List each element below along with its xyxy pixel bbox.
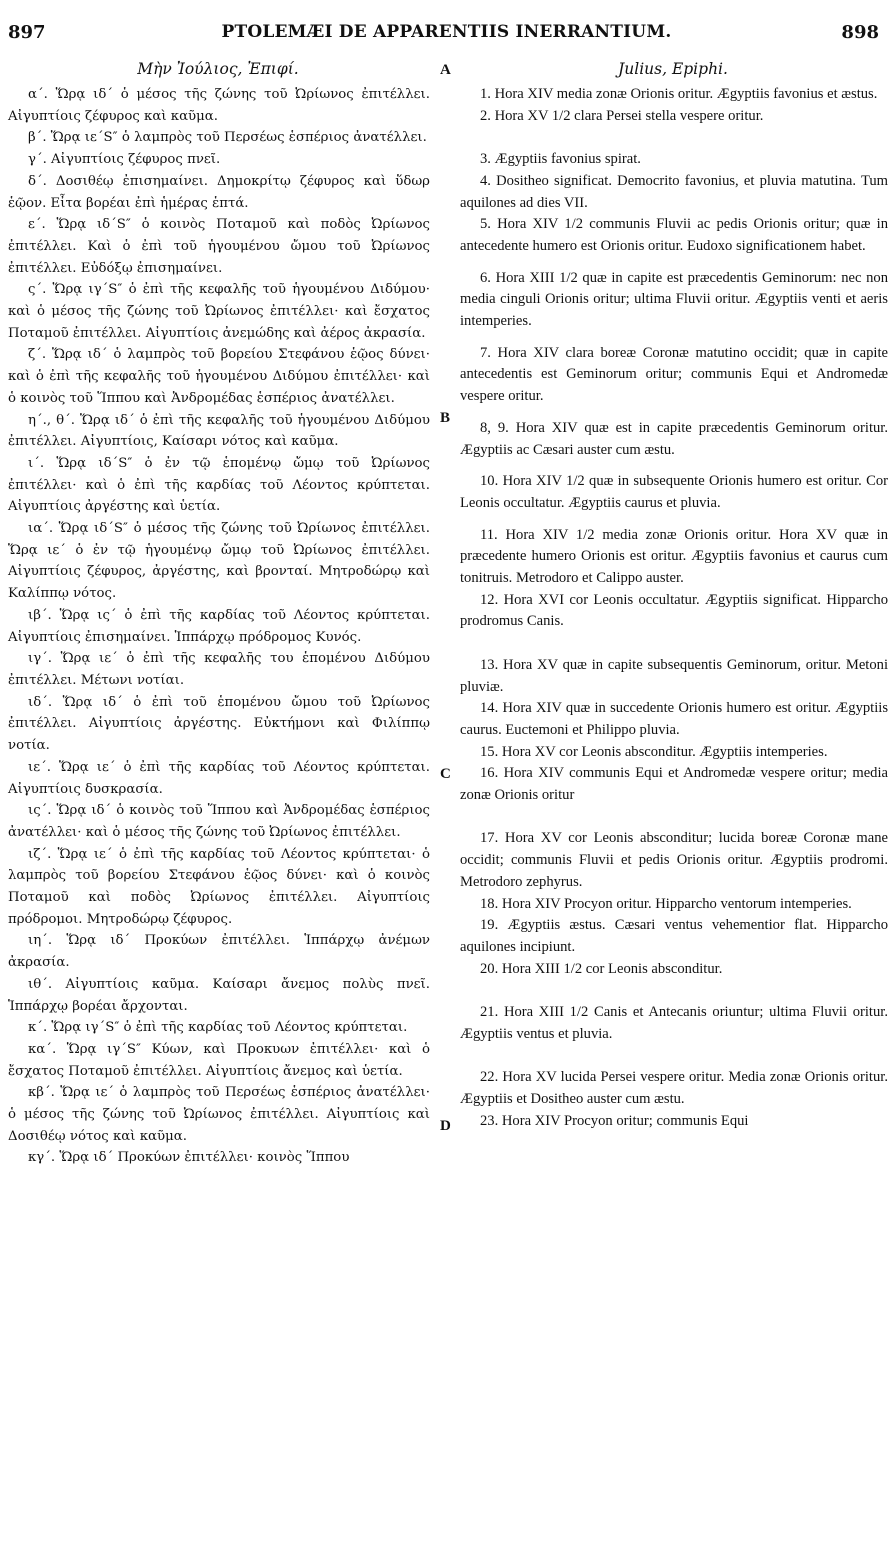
greek-entry: δ΄. Δοσιθέῳ ἐπισημαίνει. Δημοκρίτῳ ζέφυρος καὶ ὕδωρ ἑῷον. Εἶτα βορέαι ἐπὶ ἡμέρας ἑπτά. bbox=[8, 173, 430, 211]
greek-entry: ιβ΄. Ὥρᾳ ις΄ ὁ ἐπὶ τῆς καρδίας τοῦ Λέοντος κρύπτεται. Αἰγυπτίοις ἐπισημαίνει. Ἱππάρχῳ πρόδρομος Κυνός. bbox=[8, 607, 430, 645]
latin-column bbox=[460, 84, 888, 1132]
greek-entry: ζ΄. Ὥρᾳ ιδ΄ ὁ λαμπρὸς τοῦ βορείου Στεφάνου ἑῷος δύνει· καὶ ὁ ἐπὶ τῆς κεφαλῆς τοῦ ἡγουμένου Διδύμου ἐπιτέλλει· καὶ ὁ κοινὸς τοῦ Ἵππου καὶ Ἀνδρομέδας ἑσπέριος ἀνατέλλει. bbox=[8, 347, 430, 406]
running-title: PTOLEMÆI DE APPARENTIIS INERRANTIUM. bbox=[221, 22, 672, 42]
running-header bbox=[0, 22, 893, 46]
latin-entry: 2. Hora XV 1/2 clara Persei stella vespere oritur. bbox=[480, 107, 764, 124]
latin-entry: 19. Ægyptiis æstus. Cæsari ventus vehementior flat. Hipparcho aquilones incipiunt. bbox=[460, 917, 888, 955]
margin-marker-d: D bbox=[440, 1118, 451, 1134]
latin-entry: 1. Hora XIV media zonæ Orionis oritur. Ægyptiis favonius et æstus. bbox=[480, 86, 878, 102]
latin-entry: 14. Hora XIV quæ in succedente Orionis humero est oritur. Ægyptiis caurus. Euctemoni et Philippo pluvia. bbox=[460, 700, 888, 738]
greek-entry: η΄., θ΄. Ὥρᾳ ιδ΄ ὁ ἐπὶ τῆς κεφαλῆς τοῦ ἡγουμένου Διδύμου ἐπιτέλλει. Αἰγυπτίοις, Καίσαρι νότος καὶ καῦμα. bbox=[8, 412, 430, 450]
greek-entry: β΄. Ὥρᾳ ιε΄S″ ὁ λαμπρὸς τοῦ Περσέως ἑσπέριος ἀνατέλλει. bbox=[28, 130, 427, 146]
latin-entry: 15. Hora XV cor Leonis absconditur. Ægyptiis intemperies. bbox=[480, 743, 828, 760]
greek-entry: ι΄. Ὥρᾳ ιδ΄S″ ὁ ἐν τῷ ἑπομένῳ ὤμῳ τοῦ Ὠρίωνος ἐπιτέλλει· καὶ ὁ ἐπὶ τῆς καρδίας τοῦ Λέοντος κρύπτεται. Αἰγυπτίοις ἀργέστης καὶ ὑετία. bbox=[8, 455, 430, 515]
latin-entry: 11. Hora XIV 1/2 media zonæ Orionis oritur. Hora XV quæ in præcedente humero Orionis est oritur. Ægyptiis favonius et caurus cum tonitruis. Metrodoro et Calippo auster. bbox=[460, 526, 888, 587]
latin-entry: 8, 9. Hora XIV quæ est in capite præcedentis Geminorum oritur. Ægyptiis ac Cæsari auster cum æstu. bbox=[460, 419, 888, 458]
greek-entry: κα΄. Ὥρᾳ ιγ΄S″ Κύων, καὶ Προκυων ἐπιτέλλει· καὶ ὁ ἔσχατος Ποταμοῦ ἐπιτέλλει. Αἰγυπτίοις ἄνεμος καὶ ὑετία. bbox=[8, 1041, 430, 1079]
greek-entry: ε΄. Ὥρᾳ ιδ΄S″ ὁ κοινὸς Ποταμοῦ καὶ ποδὸς Ὠρίωνος ἐπιτέλλει. Καὶ ὁ ἐπὶ τοῦ ἡγουμένου ὤμου τοῦ Ὠρίωνος ἐπιτέλλει. Εὐδόξῳ ἐπισημαίνει. bbox=[8, 217, 430, 276]
latin-entry: 5. Hora XIV 1/2 communis Fluvii ac pedis Orionis oritur; quæ in antecedente humero est Orionis oritur. Eudoxo significationem habet. bbox=[460, 216, 888, 254]
greek-entry: ιζ΄. Ὥρᾳ ιε΄ ὁ ἐπὶ τῆς καρδίας τοῦ Λέοντος κρύπτεται· ὁ λαμπρὸς τοῦ βορείου Στεφάνου ἑῷος δύνει· καὶ ὁ κοινὸς Ποταμοῦ καὶ ποδὸς Ὠρίωνος ἐπιτέλλει. Αἰγυπτίοις πρόδρομοι. Μητροδώρῳ ζέφυρος. bbox=[8, 846, 430, 927]
greek-entry: γ΄. Αἰγυπτίοις ζέφυρος πνεῖ. bbox=[28, 152, 221, 168]
latin-entry: 20. Hora XIII 1/2 cor Leonis absconditur. bbox=[480, 960, 723, 977]
greek-entry: ις΄. Ὥρᾳ ιδ΄ ὁ κοινὸς τοῦ Ἵππου καὶ Ἀνδρομέδας ἑσπέριος ἀνατέλλει· καὶ ὁ μέσος τῆς ζώνης τοῦ Ὠρίωνος ἐπιτέλλει. bbox=[8, 803, 430, 840]
greek-entry: ιδ΄. Ὥρᾳ ιδ΄ ὁ ἐπὶ τοῦ ἑπομένου ὤμου τοῦ Ὠρίωνος ἐπιτέλλει. Αἰγυπτίοις ἀργέστης. Εὐκτήμονι καὶ Φιλίππῳ νοτία. bbox=[8, 694, 430, 754]
margin-marker-c: C bbox=[440, 766, 451, 782]
page-number-left: 897 bbox=[8, 22, 46, 43]
margin-marker-b: B bbox=[440, 410, 451, 426]
latin-entry: 23. Hora XIV Procyon oritur; communis Equi bbox=[480, 1112, 749, 1129]
latin-entry: 16. Hora XIV communis Equi et Andromedæ vespere oritur; media zonæ Orionis oritur bbox=[460, 765, 888, 804]
greek-entry: α΄. Ὥρᾳ ιδ΄ ὁ μέσος τῆς ζώνης τοῦ Ὠρίωνος ἐπιτέλλει. Αἰγυπτίοις ζέφυρος καὶ καῦμα. bbox=[8, 87, 430, 124]
latin-entry: 10. Hora XIV 1/2 quæ in subsequente Orionis humero est oritur. Cor Leonis occultatur. Ægyptiis caurus et pluvia. bbox=[460, 473, 888, 511]
greek-entry: ια΄. Ὥρᾳ ιδ΄S″ ὁ μέσος τῆς ζώνης τοῦ Ὠρίωνος ἐπιτέλλει. Ὥρᾳ ιε΄ ὁ ἐν τῷ ἡγουμένῳ ὤμῳ τοῦ Ὠρίωνος ἐπιτέλλει. Αἰγυπτίοις ζέφυρος, ἀργέστης, καὶ βρονταί. Μητροδώρῳ καὶ Καλίππῳ νότος. bbox=[8, 521, 430, 602]
greek-entry: ιε΄. Ὥρᾳ ιε΄ ὁ ἐπὶ τῆς καρδίας τοῦ Λέοντος κρύπτεται. Αἰγυπτίοις δυσκρασία. bbox=[8, 759, 430, 797]
margin-marker-a: A bbox=[440, 62, 451, 78]
latin-column-title: Julius, Epiphi. bbox=[618, 60, 728, 78]
greek-column bbox=[8, 84, 430, 1169]
greek-entry: κ΄. Ὥρᾳ ιγ΄S″ ὁ ἐπὶ τῆς καρδίας τοῦ Λέοντος κρύπτεται. bbox=[28, 1020, 408, 1036]
latin-entry: 12. Hora XVI cor Leonis occultatur. Ægyptiis significat. Hipparcho prodromus Canis. bbox=[460, 591, 888, 630]
greek-entry: ιη΄. Ὥρᾳ ιδ΄ Προκύων ἐπιτέλλει. Ἱππάρχῳ ἀνέμων ἀκρασία. bbox=[8, 933, 430, 971]
greek-entry: ς΄. Ὥρᾳ ιγ΄S″ ὁ ἐπὶ τῆς κεφαλῆς τοῦ ἡγουμένου Διδύμου· καὶ ὁ μέσος τῆς ζώνης τοῦ Ὠρίωνος ἐπιτέλλει· καὶ ἔσχατος Ποταμοῦ ἐπιτέλλει. Αἰγυπτίοις ἀνεμώδης καὶ ἀέρος ἀκρασία. bbox=[8, 282, 430, 341]
latin-entry: 22. Hora XV lucida Persei vespere oritur. Media zonæ Orionis oritur. Ægyptiis et Dositheo auster cum æstu. bbox=[460, 1069, 888, 1107]
latin-entry: 7. Hora XIV clara boreæ Coronæ matutino occidit; quæ in capite antecedentis est Geminorum oritur; communis Equi et Andromedæ vespere oritur. bbox=[460, 344, 888, 405]
page-number-right: 898 bbox=[841, 22, 879, 43]
latin-entry: 13. Hora XV quæ in capite subsequentis Geminorum, oritur. Metoni pluviæ. bbox=[460, 656, 888, 695]
greek-entry: ιθ΄. Αἰγυπτίοις καῦμα. Καίσαρι ἄνεμος πολὺς πνεῖ. Ἱππάρχῳ βορέαι ἄρχονται. bbox=[8, 976, 430, 1014]
latin-entry: 17. Hora XV cor Leonis absconditur; lucida boreæ Coronæ mane occidit; communis Fluvii et pedis Orionis oritur. Ægyptiis prodromi. Metrodoro zephyrus. bbox=[460, 830, 888, 890]
latin-entry: 4. Dositheo significat. Democrito favonius, et pluvia matutina. Tum aquilones ad dies VII. bbox=[460, 172, 888, 211]
greek-entry: ιγ΄. Ὥρᾳ ιε΄ ὁ ἐπὶ τῆς κεφαλῆς του ἑπομένου Διδύμου ἐπιτέλλει. Μέτωνι νοτίαι. bbox=[8, 651, 430, 688]
latin-entry: 6. Hora XIII 1/2 quæ in capite est præcedentis Geminorum: nec non media cinguli Orionis oritur; ultima Fluvii oritur. Ægyptiis venti et aeris intemperies. bbox=[460, 269, 888, 330]
greek-entry: κβ΄. Ὥρᾳ ιε΄ ὁ λαμπρὸς τοῦ Περσέως ἑσπέριος ἀνατέλλει· ὁ μέσος τῆς ζώνης τοῦ Ὠρίωνος ἐπιτέλλει. Αἰγυπτίοις καὶ Δοσιθέῳ νότος καὶ καῦμα. bbox=[8, 1085, 430, 1144]
greek-entry: κγ΄. Ὥρᾳ ιδ΄ Προκύων ἐπιτέλλει· κοινὸς Ἵππου bbox=[28, 1150, 350, 1166]
greek-column-title: Μὴν Ἰούλιος, Ἐπιφί. bbox=[137, 60, 299, 78]
latin-entry: 18. Hora XIV Procyon oritur. Hipparcho ventorum intemperies. bbox=[480, 895, 852, 912]
latin-entry: 3. Ægyptiis favonius spirat. bbox=[480, 151, 641, 168]
latin-entry: 21. Hora XIII 1/2 Canis et Antecanis oriuntur; ultima Fluvii oritur. Ægyptiis ventus et pluvia. bbox=[460, 1004, 888, 1042]
